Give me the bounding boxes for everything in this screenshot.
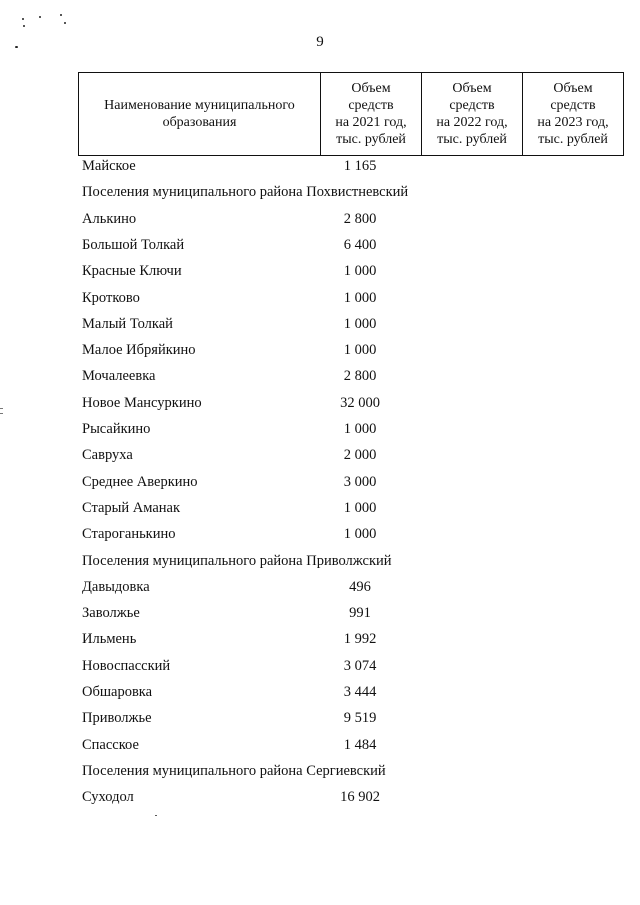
municipality-name: Мочалеевка — [82, 368, 156, 385]
amount-2021: 1 000 — [343, 263, 377, 280]
amount-2021: 32 000 — [340, 394, 380, 411]
municipality-name: Приволжье — [82, 710, 152, 727]
header-2022-line: тыс. рублей — [437, 132, 507, 147]
table-row — [0, 235, 640, 255]
amount-2021: 1 000 — [343, 421, 377, 437]
header-2022-line: средств — [449, 98, 495, 113]
amount-2021: 3 074 — [343, 657, 377, 674]
header-2022-line: на 2022 год, — [436, 115, 508, 130]
header-2021-line: на 2021 год, — [335, 115, 407, 130]
header-2023-column — [523, 73, 624, 156]
municipality-name: Старый Аманак — [82, 499, 181, 516]
amount-2021: 1 000 — [343, 342, 377, 359]
municipality-name: Давыдовка — [82, 578, 150, 595]
header-name-column: Наименование муниципального образования — [79, 73, 321, 156]
section-heading: Поселения муниципального района Приволжский — [82, 552, 392, 569]
table-row — [0, 735, 640, 755]
municipality-name: Малое Ибряйкино — [82, 342, 196, 359]
section-heading-row — [0, 761, 640, 781]
amount-2021: 16 902 — [340, 789, 380, 806]
header-2021-column — [321, 73, 422, 156]
table-row — [0, 340, 640, 360]
amount-2021: 2 800 — [343, 368, 377, 385]
table-row — [0, 787, 640, 807]
amount-2021: 1 992 — [343, 631, 377, 648]
amount-2021: 2 800 — [343, 210, 377, 227]
table-row — [0, 445, 640, 465]
table-row — [0, 156, 640, 176]
table-row — [0, 419, 640, 439]
municipality-name: Ильмень — [82, 631, 137, 648]
municipality-name: Заволжье — [82, 605, 140, 622]
amount-2021: 1 165 — [343, 158, 377, 174]
amount-2021: 6 400 — [343, 236, 377, 253]
table-row — [0, 472, 640, 492]
amount-2021: 1 484 — [343, 736, 377, 753]
municipality-name: Новое Мансуркино — [82, 394, 202, 411]
municipality-name: Новоспасский — [82, 657, 171, 674]
amount-2021: 496 — [349, 578, 371, 595]
municipality-name: Савруха — [82, 447, 133, 464]
table-row — [0, 366, 640, 386]
table-row — [0, 524, 640, 544]
municipality-name: Обшаровка — [82, 684, 153, 700]
header-2023-line: тыс. рублей — [538, 132, 608, 147]
table-header — [78, 72, 624, 156]
municipality-name: Суходол — [82, 789, 134, 806]
table-row — [0, 314, 640, 334]
municipality-name: Красные Ключи — [82, 263, 182, 280]
scan-speck — [64, 22, 66, 24]
municipality-name: Майское — [82, 158, 136, 174]
section-heading-row — [0, 182, 640, 202]
header-2021-line: средств — [348, 98, 394, 113]
section-heading: Поселения муниципального района Похвистневский — [82, 184, 409, 201]
table-row — [0, 498, 640, 518]
amount-2021: 3 000 — [343, 473, 377, 490]
amount-2021: 991 — [349, 605, 371, 622]
municipality-name: Кротково — [82, 289, 140, 306]
scan-speck — [22, 18, 24, 20]
header-2021-line: тыс. рублей — [336, 132, 406, 147]
page-number: 9 — [316, 34, 324, 50]
table-row — [0, 261, 640, 281]
table-row — [0, 577, 640, 597]
section-heading-row — [0, 551, 640, 571]
amount-2021: 1 000 — [343, 499, 377, 516]
amount-2021: 1 000 — [343, 289, 377, 306]
table-row — [0, 393, 640, 413]
section-heading: Поселения муниципального района Сергиевский — [82, 762, 386, 779]
header-2023-line: на 2023 год, — [537, 115, 609, 130]
table-row — [0, 682, 640, 702]
municipality-name: Рысайкино — [82, 421, 151, 437]
table-row — [0, 708, 640, 728]
table-row — [0, 656, 640, 676]
municipality-name: Большой Толкай — [82, 236, 185, 253]
scan-speck — [155, 815, 157, 816]
amount-2021: 3 444 — [343, 684, 377, 700]
header-2022-column — [422, 73, 523, 156]
scan-speck — [60, 14, 62, 16]
amount-2021: 9 519 — [343, 710, 377, 727]
municipality-name: Спасское — [82, 736, 139, 753]
scan-speck — [23, 25, 25, 27]
amount-2021: 1 000 — [343, 315, 377, 332]
table-row — [0, 603, 640, 623]
municipality-name: Староганькино — [82, 526, 176, 543]
municipality-name: Среднее Аверкино — [82, 473, 198, 490]
municipality-name: Алькино — [82, 210, 137, 227]
header-2023-line: средств — [550, 98, 596, 113]
municipality-name: Малый Толкай — [82, 315, 173, 332]
table-row — [0, 209, 640, 229]
amount-2021: 1 000 — [343, 526, 377, 543]
header-2022-line: Объем — [452, 81, 492, 96]
scan-edge-mark — [0, 413, 3, 414]
header-2021-line: Объем — [351, 81, 391, 96]
scan-speck — [39, 16, 41, 18]
table-row — [0, 629, 640, 649]
table-row — [0, 288, 640, 308]
header-2023-line: Объем — [553, 81, 593, 96]
amount-2021: 2 000 — [343, 447, 377, 464]
